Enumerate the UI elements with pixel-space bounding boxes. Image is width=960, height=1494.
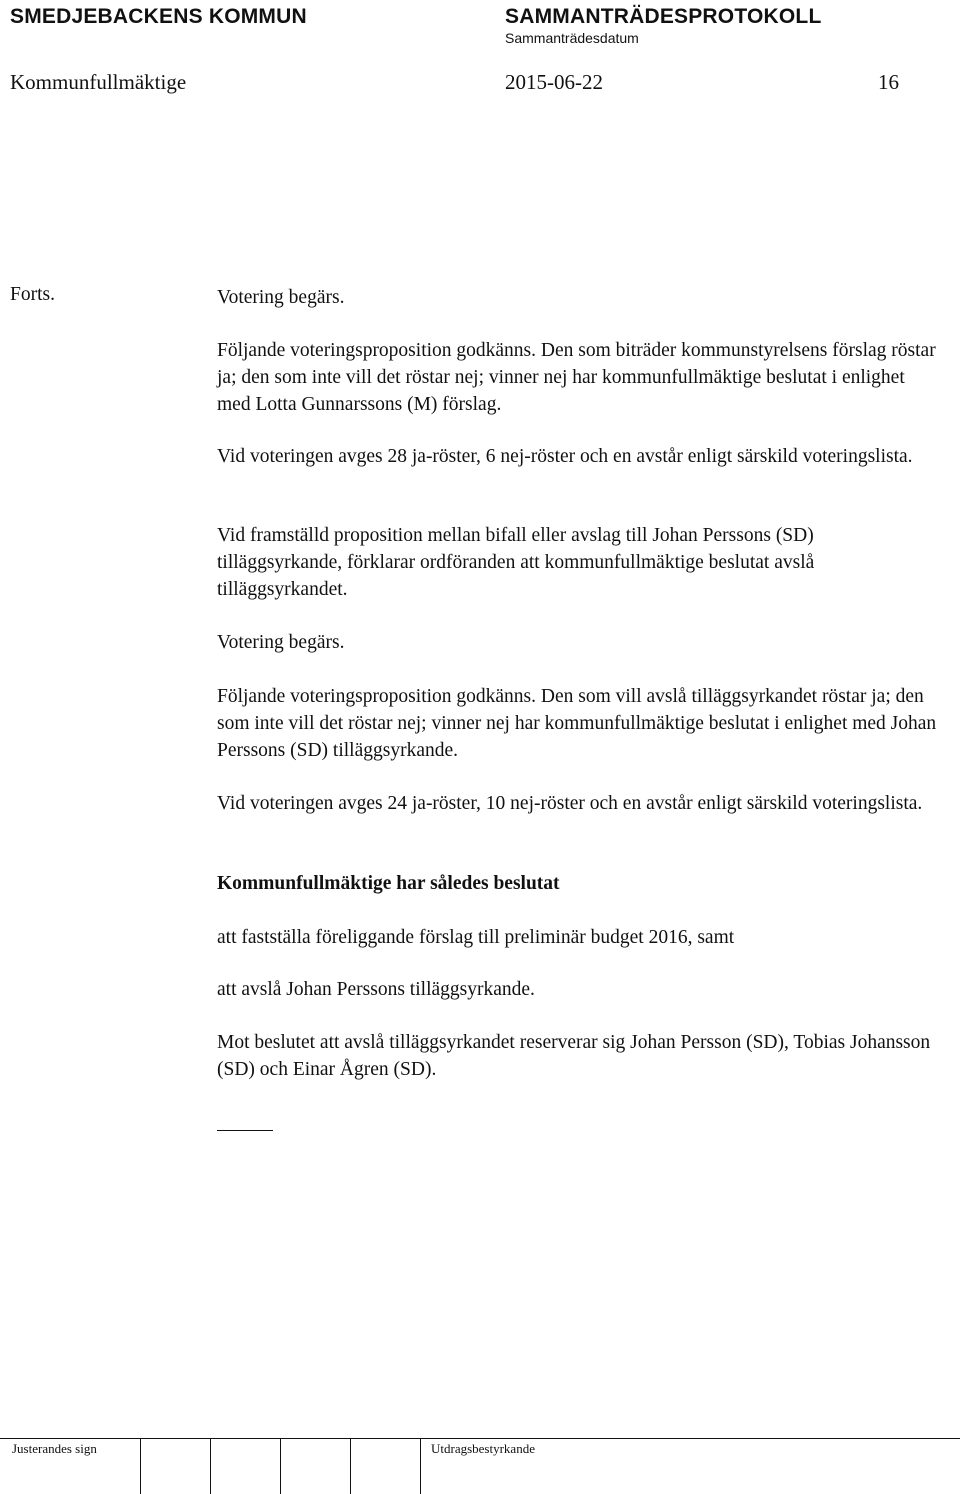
paragraph-vote-requested-1	[217, 284, 942, 311]
extract-label: Utdragsbestyrkande	[431, 1441, 535, 1456]
decision-item-1	[217, 924, 942, 951]
paragraph-vote-requested-2	[217, 629, 942, 656]
document-type: SAMMANTRÄDESPROTOKOLL	[505, 5, 822, 28]
signature-box-divider	[210, 1439, 211, 1494]
organization-name: SMEDJEBACKENS KOMMUN	[10, 5, 307, 28]
decision-text: att avslå Johan Perssons tilläggsyrkande.	[217, 979, 535, 1000]
paragraph-text: Votering begärs.	[217, 287, 345, 308]
paragraph-text: Votering begärs.	[217, 632, 345, 653]
paragraph-text: Följande voteringsproposition godkänns. Den som biträder kommunstyrelsens förslag röstar ja; den som inte vill det röstar nej; vinner nej har kommunfullmäktige beslutat i enlighet med Lotta Gunnarssons (M) förslag.	[217, 340, 936, 415]
paragraph-vote-proposition-1	[217, 337, 942, 418]
paragraph-text: Vid voteringen avges 24 ja-röster, 10 nej-röster och en avstår enligt särskild voteringslista.	[217, 793, 923, 814]
paragraph-vote-proposition-2	[217, 683, 942, 764]
paragraph-vote-result-1	[217, 443, 942, 470]
footer-top-rule	[0, 1438, 960, 1439]
continuation-label: Forts.	[10, 284, 55, 305]
paragraph-text: Vid voteringen avges 28 ja-röster, 6 nej-röster och en avstår enligt särskild voteringslista.	[217, 446, 913, 467]
committee-name: Kommunfullmäktige	[10, 70, 187, 94]
paragraph-text: Mot beslutet att avslå tilläggsyrkandet reserverar sig Johan Persson (SD), Tobias Johansson (SD) och Einar Ågren (SD).	[217, 1032, 931, 1080]
meeting-date: 2015-06-22	[505, 70, 603, 94]
paragraph-proposition	[217, 522, 942, 603]
page-number: 16	[878, 70, 899, 94]
end-separator	[217, 1130, 273, 1131]
decision-item-2	[217, 976, 942, 1003]
signature-box-divider	[350, 1439, 351, 1494]
paragraph-text: Följande voteringsproposition godkänns. Den som vill avslå tilläggsyrkandet röstar ja; den som inte vill det röstar nej; vinner nej har kommunfullmäktige beslutat i enlighet med Johan Perssons (SD) tilläggsyrkande.	[217, 686, 937, 761]
decision-heading	[217, 870, 942, 897]
paragraph-vote-result-2	[217, 790, 942, 817]
paragraph-text: Vid framställd proposition mellan bifall eller avslag till Johan Perssons (SD) tilläggsyrkande, förklarar ordföranden att kommunfullmäktige beslutat avslå tilläggsyrkandet.	[217, 525, 815, 600]
meeting-date-label: Sammanträdesdatum	[505, 30, 639, 46]
sign-label: Justerandes sign	[12, 1441, 97, 1456]
signature-box-divider	[280, 1439, 281, 1494]
signature-box-divider	[140, 1439, 141, 1494]
heading-text: Kommunfullmäktige har således beslutat	[217, 873, 560, 894]
decision-text: att fastställa föreliggande förslag till preliminär budget 2016, samt	[217, 927, 735, 948]
reservation-paragraph	[217, 1029, 942, 1083]
signature-box-divider	[420, 1439, 421, 1494]
